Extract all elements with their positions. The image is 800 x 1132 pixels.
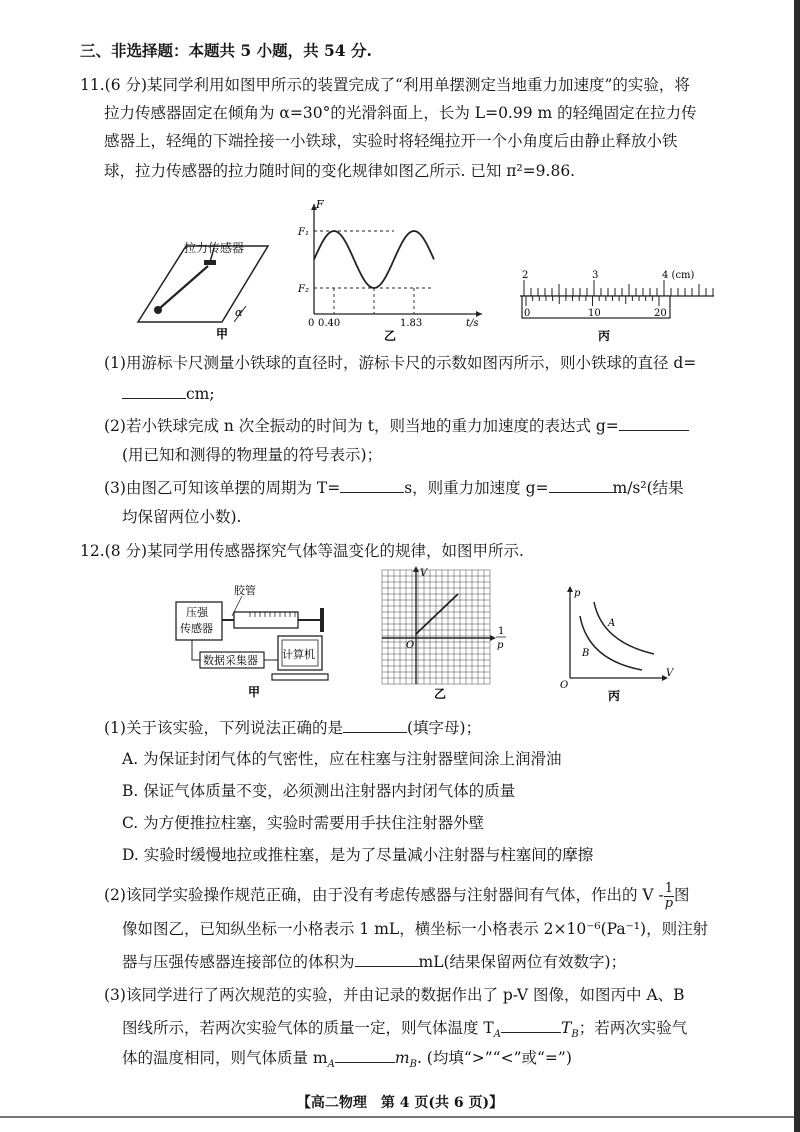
iron-ball bbox=[154, 306, 162, 314]
t1-label: 0.40 bbox=[318, 318, 341, 329]
scan-edge bbox=[794, 0, 800, 1132]
q12-part3-blank-temp[interactable] bbox=[501, 1016, 561, 1033]
q11-stem-line-4: 球，拉力传感器的拉力随时间的变化规律如图乙所示. 已知 π²=9.86. bbox=[104, 162, 576, 180]
bottom-rule bbox=[0, 1116, 800, 1118]
pressure-sensor-label-1: 压强 bbox=[186, 606, 208, 619]
sensor-label: 拉力传感器 bbox=[184, 241, 245, 255]
plunger-handle bbox=[320, 608, 324, 632]
q11-part3-blank-g[interactable] bbox=[549, 476, 613, 493]
q12-part2-a: (2)该同学实验操作规范正确，由于没有考虑传感器与注射器间有气体，作出的 V - $\frac{1}{p}$ 图 bbox=[104, 880, 690, 911]
f1-label: F₁ bbox=[298, 227, 309, 238]
q12-fig-yi-caption: 乙 bbox=[434, 687, 447, 701]
force-sensor-block bbox=[204, 260, 216, 265]
x-axis-label: t/s bbox=[466, 318, 479, 329]
q12-part1: (1)关于该实验，下列说法正确的是 (填字母)； bbox=[104, 716, 772, 739]
q11-part3-b: 均保留两位小数). bbox=[122, 508, 242, 526]
fig-bing-caption: 丙 bbox=[598, 329, 611, 343]
main-scale-ticks bbox=[524, 280, 713, 296]
light-string bbox=[160, 266, 208, 308]
x-axis-label: V bbox=[666, 668, 674, 679]
q11-part3-a: (3)由图乙可知该单摆的周期为 T= s，则重力加速度 g= m/s²(结果 bbox=[104, 476, 772, 499]
curve-b-label: B bbox=[582, 648, 590, 659]
x-axis-num: 1 bbox=[498, 626, 505, 637]
q11-part2-a: (2)若小铁球完成 n 次全振动的时间为 t，则当地的重力加速度的表达式 g= bbox=[104, 414, 772, 437]
fig-jia-caption: 甲 bbox=[216, 327, 229, 341]
q12-part3-blank-mass[interactable] bbox=[335, 1046, 395, 1063]
q12-part2-d: 器与压强传感器连接部位的体积为 mL(结果保留两位有效数字)； bbox=[122, 950, 772, 973]
computer-label: 计算机 bbox=[282, 648, 315, 661]
q12-part1-blank[interactable] bbox=[343, 716, 407, 733]
main-label-2: 2 bbox=[522, 270, 529, 281]
y-axis-label: V bbox=[420, 568, 428, 579]
q11-part3-blank-period[interactable] bbox=[340, 476, 404, 493]
q12-option-d: D. 实验时缓慢地拉或推柱塞，是为了尽量减小注射器与柱塞间的摩擦 bbox=[122, 846, 594, 864]
q11-stem-line-1: 11.(6 分)某同学利用如图甲所示的装置完成了“利用单摆测定当地重力加速度”的实验，将 bbox=[80, 76, 690, 94]
q11-stem-line-2: 拉力传感器固定在倾角为 α=30°的光滑斜面上，长为 L=0.99 m 的轻绳固定在拉力传 bbox=[104, 104, 697, 122]
q12-fig-bing-caption: 丙 bbox=[608, 689, 621, 702]
y-axis-label: p bbox=[574, 588, 581, 599]
q12-part3-b: 图线所示，若两次实验气体的质量一定，则气体温度 $T_A$ $T_B$；若两次实验气 bbox=[122, 1016, 772, 1046]
q11-figure-bing bbox=[516, 270, 716, 346]
q11-figure-yi bbox=[296, 196, 491, 342]
main-label-4: 4 (cm) bbox=[662, 270, 695, 281]
q12-part2-blank[interactable] bbox=[355, 950, 419, 967]
computer-base bbox=[272, 674, 328, 680]
q12-fig-jia-caption: 甲 bbox=[248, 685, 261, 698]
syringe-barrel bbox=[234, 612, 298, 628]
q11-stem-line-3: 感器上，轻绳的下端拴接一小铁球，实验时将轻绳拉开一个小角度后由静止释放小铁 bbox=[104, 132, 678, 150]
vernier-label-20: 20 bbox=[654, 308, 667, 319]
q12-option-b: B. 保证气体质量不变，必须测出注射器内封闭气体的质量 bbox=[122, 782, 516, 800]
vernier-label-0: 0 bbox=[524, 308, 531, 319]
curve-a-label: A bbox=[608, 618, 616, 629]
q12-figure-yi bbox=[378, 566, 510, 702]
pressure-sensor-label-2: 传感器 bbox=[180, 622, 213, 635]
grid-lines bbox=[382, 570, 490, 684]
vernier-label-10: 10 bbox=[588, 308, 601, 319]
fig-yi-caption: 乙 bbox=[384, 329, 397, 342]
q12-option-a: A. 为保证封闭气体的气密性，应在柱塞与注射器壁间涂上润滑油 bbox=[122, 750, 562, 768]
q12-stem: 12.(8 分)某同学用传感器探究气体等温变化的规律，如图甲所示. bbox=[80, 542, 524, 560]
section-heading: 三、非选择题：本题共 5 小题，共 54 分. bbox=[80, 41, 372, 60]
t2-label: 1.83 bbox=[400, 318, 423, 329]
origin-label: O bbox=[560, 680, 569, 691]
q11-part1-blank[interactable] bbox=[122, 382, 186, 399]
q11-part1-answer-line: cm; bbox=[122, 382, 772, 405]
q12-part3-c: 体的温度相同，则气体质量 $m_A$ $m_B$. (均填“>”“<”或“=”) bbox=[122, 1046, 772, 1076]
y-axis-label: F bbox=[316, 198, 324, 211]
page-footer: 【高二物理 第 4 页(共 6 页)】 bbox=[296, 1095, 504, 1111]
origin-label: 0 bbox=[308, 318, 315, 329]
q12-part2-c: 像如图乙，已知纵坐标一小格表示 1 mL，横坐标一小格表示 2×10⁻⁶(Pa⁻¹)，则注射 bbox=[122, 920, 709, 938]
rubber-tube-label: 胶管 bbox=[234, 584, 256, 597]
alpha-label: α bbox=[235, 306, 243, 319]
q11-part2-b: (用已知和测得的物理量的符号表示)； bbox=[122, 446, 383, 464]
curve-a bbox=[594, 602, 654, 654]
force-time-curve bbox=[314, 231, 434, 288]
q12-figure-jia bbox=[172, 580, 342, 698]
q12-figure-bing bbox=[556, 584, 680, 702]
q12-part3-a: (3)该同学进行了两次规范的实验，并由记录的数据作出了 p-V 图像，如图丙中 A、B bbox=[104, 986, 685, 1004]
q11-part1-a: (1)用游标卡尺测量小铁球的直径时，游标卡尺的示数如图丙所示，则小铁球的直径 d= bbox=[104, 354, 697, 372]
data-collector-label: 数据采集器 bbox=[203, 654, 258, 667]
f2-label: F₂ bbox=[298, 284, 309, 295]
x-axis-den: p bbox=[497, 640, 504, 651]
q12-option-c: C. 为方便推拉柱塞，实验时需要用手扶住注射器外壁 bbox=[122, 814, 485, 832]
main-label-3: 3 bbox=[592, 270, 599, 281]
origin-label: O bbox=[406, 640, 415, 651]
q11-part2-blank[interactable] bbox=[619, 414, 689, 431]
